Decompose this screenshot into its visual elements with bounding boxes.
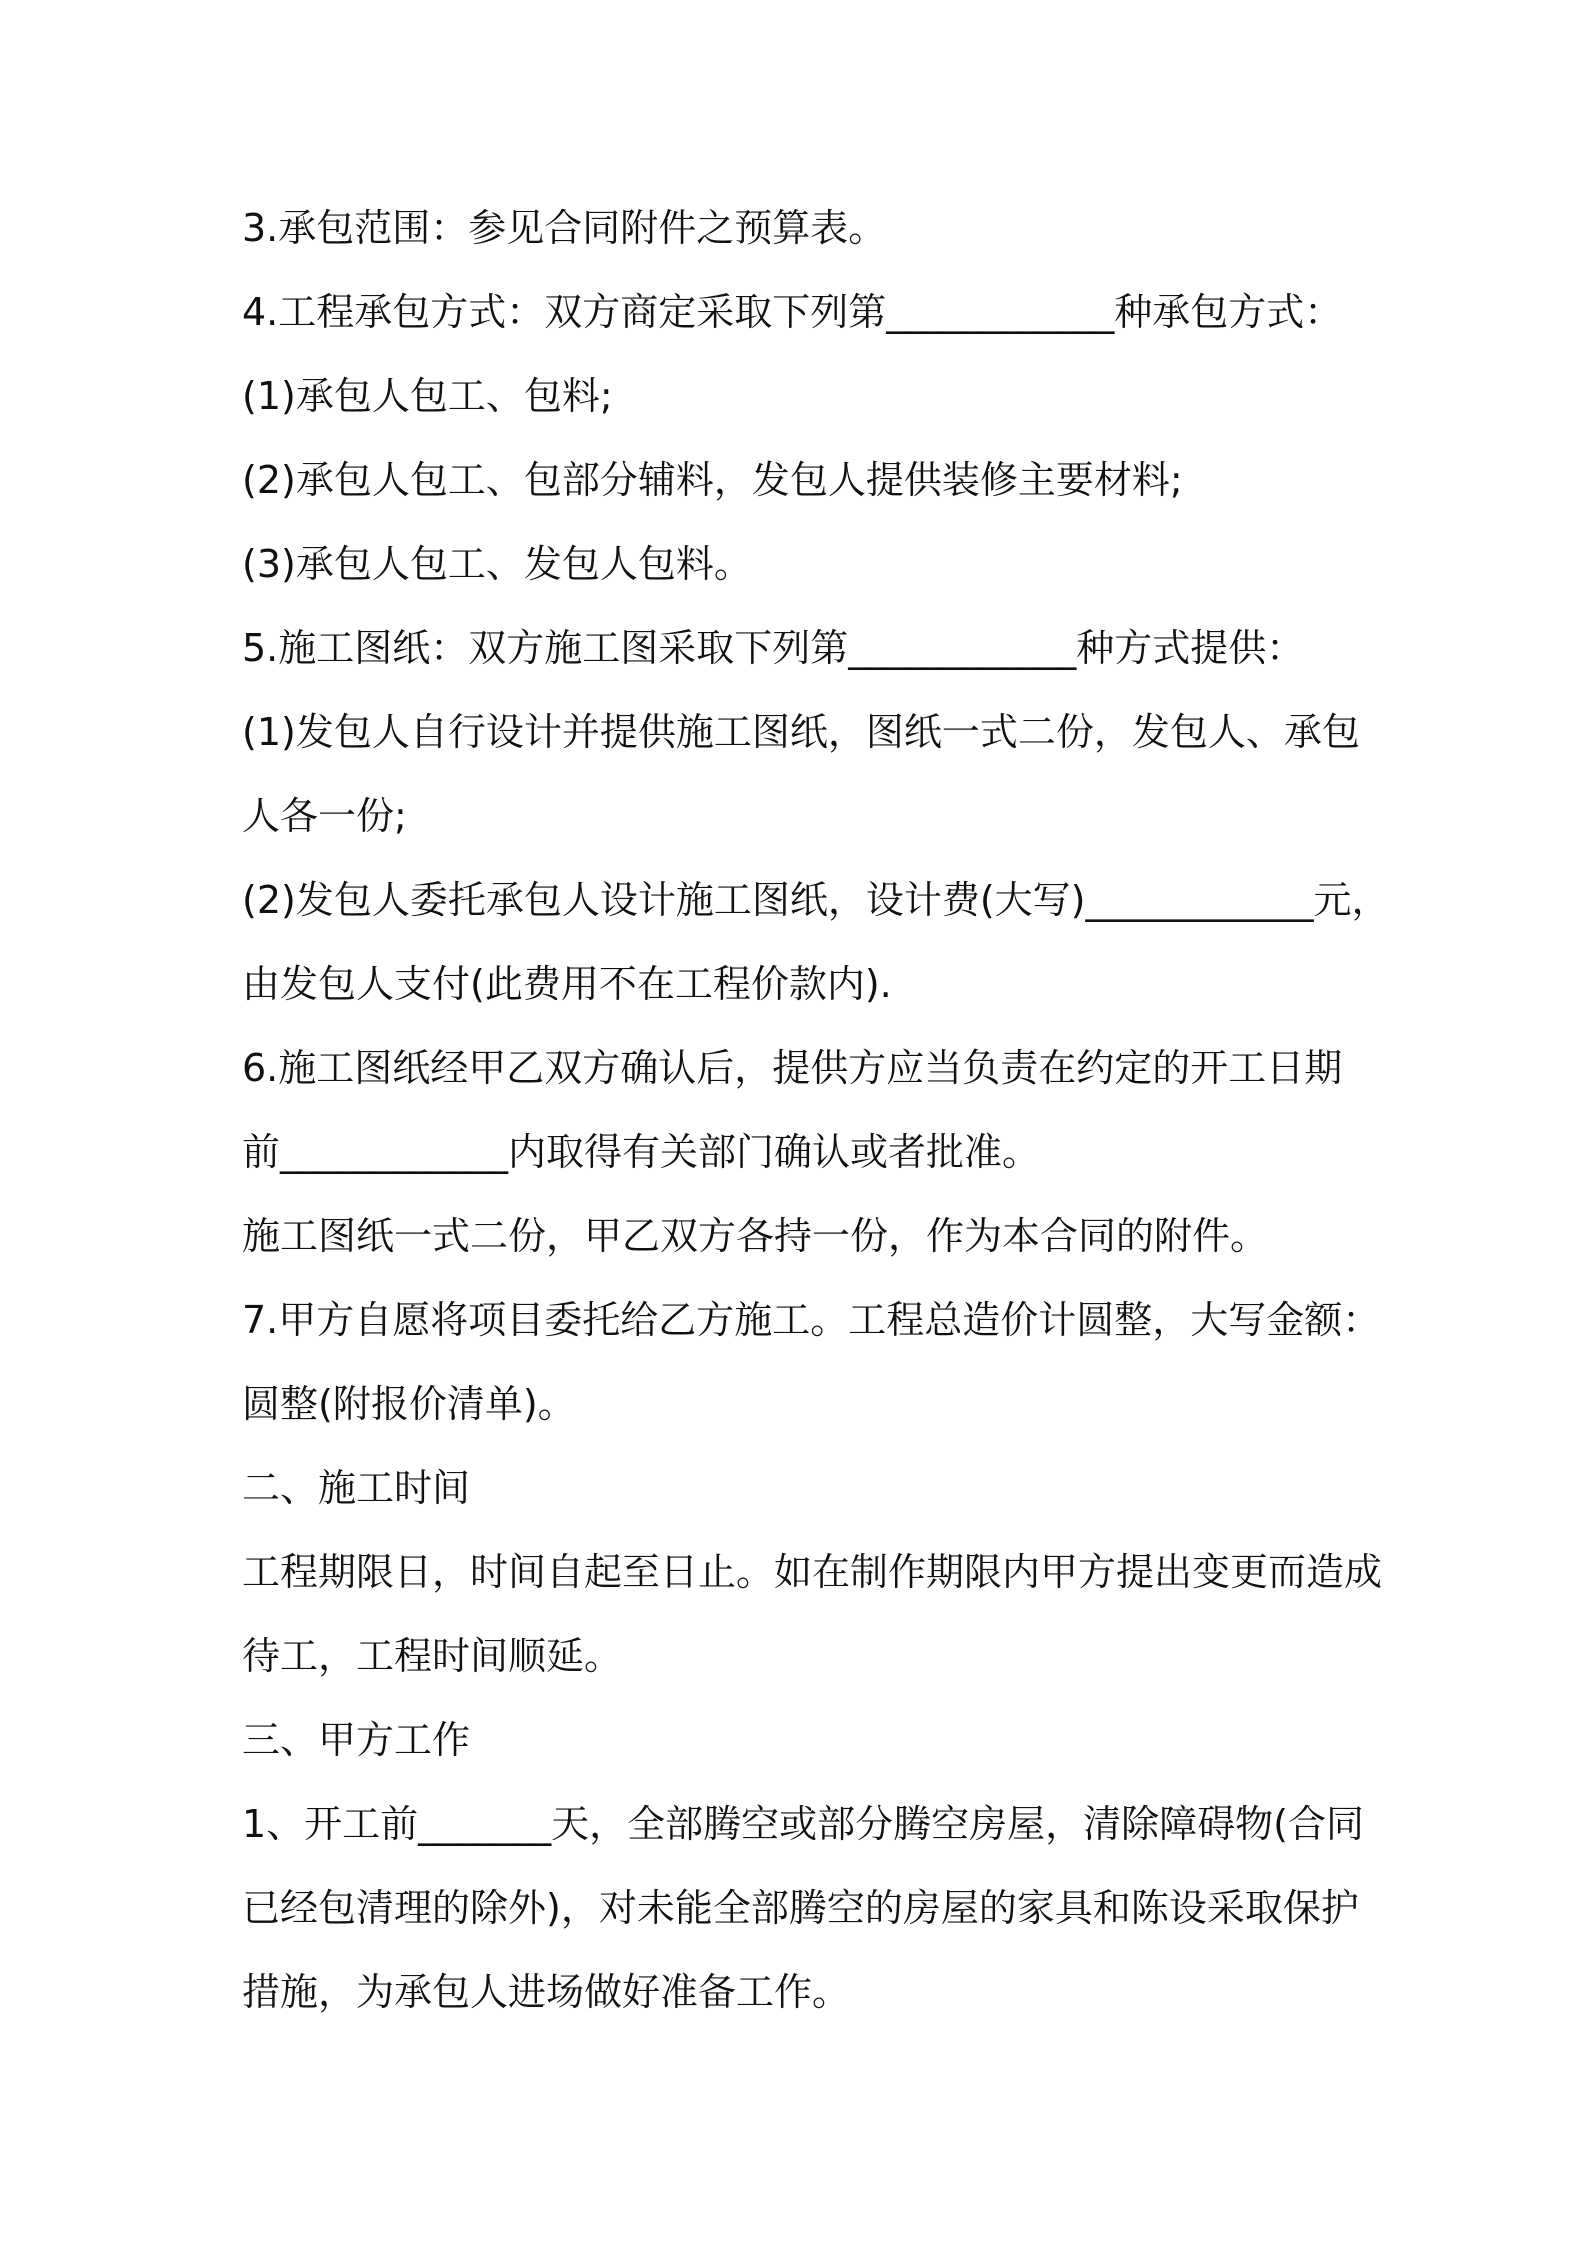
section-2-heading: 二、施工时间 [242,1466,471,1510]
section-3-item-1-line-1: 1、开工前_______天，全部腾空或部分腾空房屋，清除障碍物(合同 [242,1802,1365,1846]
clause-5-drawings: 5.施工图纸：双方施工图采取下列第____________种方式提供： [242,626,1305,670]
section-3-item-1-line-3: 措施，为承包人进场做好准备工作。 [242,1970,851,2014]
section-2-body-line-2: 待工，工程时间顺延。 [242,1634,623,1678]
clause-4-option-2: (2)承包人包工、包部分辅料，发包人提供装修主要材料; [242,458,1183,502]
clause-5-option-1-line-2: 人各一份; [242,794,407,838]
section-3-item-1-line-2: 已经包清理的除外)，对未能全部腾空的房屋的家具和陈设采取保护 [242,1886,1359,1930]
clause-7-line-2: 圆整(附报价清单)。 [242,1382,576,1426]
clause-5-option-2-line-1: (2)发包人委托承包人设计施工图纸，设计费(大写)____________元， [242,878,1390,922]
clause-6-line-2: 前____________内取得有关部门确认或者批准。 [242,1130,1041,1174]
clause-4-option-1: (1)承包人包工、包料; [242,374,613,418]
section-2-body-line-1: 工程期限日，时间自起至日止。如在制作期限内甲方提出变更而造成 [242,1550,1383,1594]
drawings-copies-note: 施工图纸一式二份，甲乙双方各持一份，作为本合同的附件。 [242,1214,1269,1258]
clause-7-line-1: 7.甲方自愿将项目委托给乙方施工。工程总造价计圆整，大写金额： [242,1298,1381,1342]
clause-4-option-3: (3)承包人包工、发包人包料。 [242,542,752,586]
clause-5-option-2-line-2: 由发包人支付(此费用不在工程价款内). [242,962,892,1006]
clause-6-line-1: 6.施工图纸经甲乙双方确认后，提供方应当负责在约定的开工日期 [242,1046,1343,1090]
section-3-heading: 三、甲方工作 [242,1718,471,1762]
clause-5-option-1-line-1: (1)发包人自行设计并提供施工图纸，图纸一式二份，发包人、承包 [242,710,1360,754]
clause-3-scope: 3.承包范围：参见合同附件之预算表。 [242,206,887,250]
clause-4-contract-method: 4.工程承包方式：双方商定采取下列第____________种承包方式： [242,290,1343,334]
